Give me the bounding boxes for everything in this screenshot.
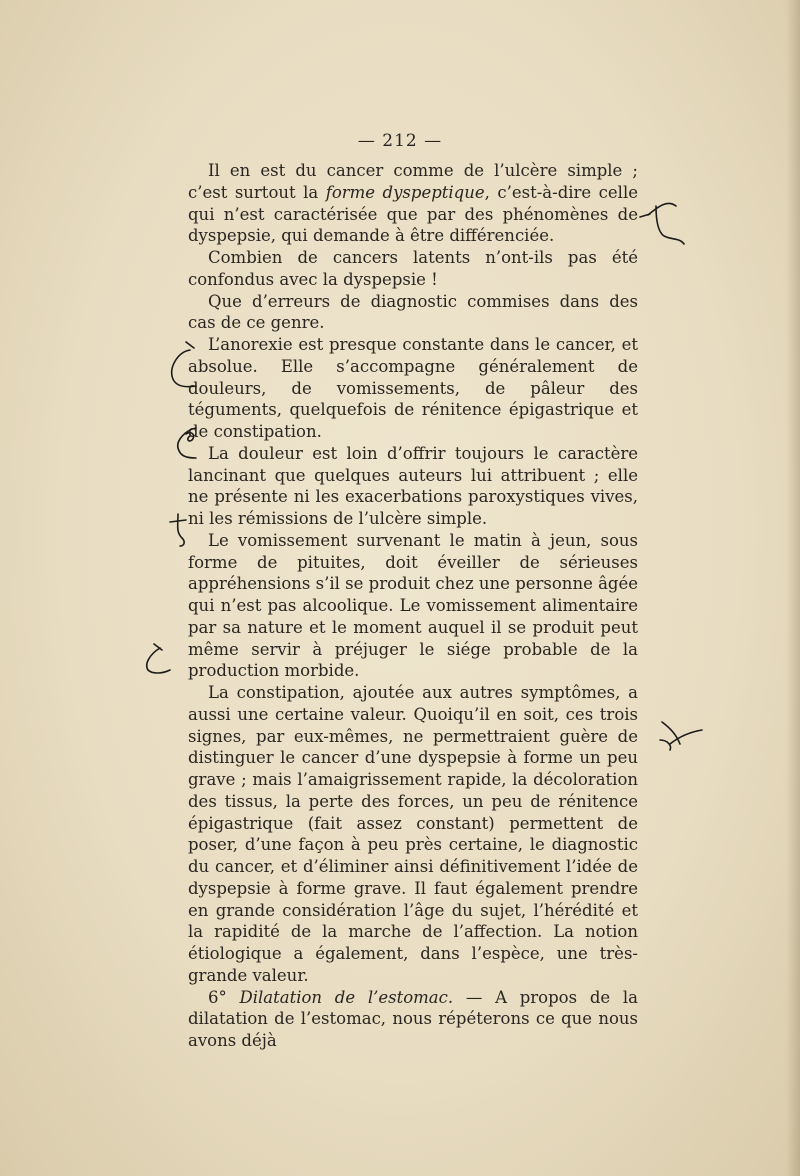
paragraph: Il en est du cancer comme de l’ulcère simple ; c’est surtout la forme dyspeptique, c’est-à-dire celle qui n’est caractérisée que par des phénomènes de dyspepsie, qui demande à être différenciée.	[188, 161, 638, 246]
page-number: — 212 —	[357, 131, 443, 151]
paragraph: Que d’erreurs de diagnostic commises dans des cas de ce genre.	[188, 291, 638, 333]
section-heading-paragraph: 6° Dilatation de l’estomac. — A propos de la dilatation de l’estomac, nous répéterons ce que nous avons déjà	[188, 987, 638, 1050]
paragraph: Le vomissement survenant le matin à jeun, sous forme de pituites, doit éveiller de sérieuses appréhensions s’il se produit chez une personne âgée qui n’est pas alcoolique. Le vomissement alimentaire par sa nature et le moment auquel il se produit peut même servir à préjuger le siége probable de la production morbide.	[188, 530, 639, 681]
page-edge-shadow	[786, 0, 800, 1176]
body-text	[188, 160, 638, 1052]
paragraph: La constipation, ajoutée aux autres symptômes, a aussi une certaine valeur. Quoiqu’il en soit, ces trois signes, par eux-mêmes, ne permettraient guère de distinguer le cancer d’une dyspepsie à forme un peu grave ; mais l’amaigrissement rapide, la décoloration des tissus, la perte des forces, un peu de rénitence épigastrique (fait assez constant) permettent de poser, d’une façon à peu près certaine, le diagnostic du cancer, et d’éliminer ainsi définitivement l’idée de dyspepsie à forme grave. Il faut également prendre en grande considération l’âge du sujet, l’hérédité et la rapidité de la marche de l’affection. La notion étiologique a également, dans l’espèce, une très-grande valeur.	[188, 683, 638, 985]
paragraph: L’anorexie est presque constante dans le cancer, et absolue. Elle s’accompagne généralement de douleurs, de vomissements, de pâleur des téguments, quelquefois de rénitence épigastrique et de constipation.	[188, 335, 638, 441]
emphasis: forme dyspeptique	[325, 182, 485, 202]
paragraph: La douleur est loin d’offrir toujours le caractère lancinant que quelques auteurs lui attribuent ; elle ne présente ni les exacerbations paroxystiques vives, ni les rémissions de l’ulcère simple.	[188, 443, 638, 528]
paragraph: Combien de cancers latents n’ont-ils pas été confondus avec la dyspepsie !	[188, 248, 638, 289]
section-title: Dilatation de l’estomac.	[239, 987, 454, 1007]
